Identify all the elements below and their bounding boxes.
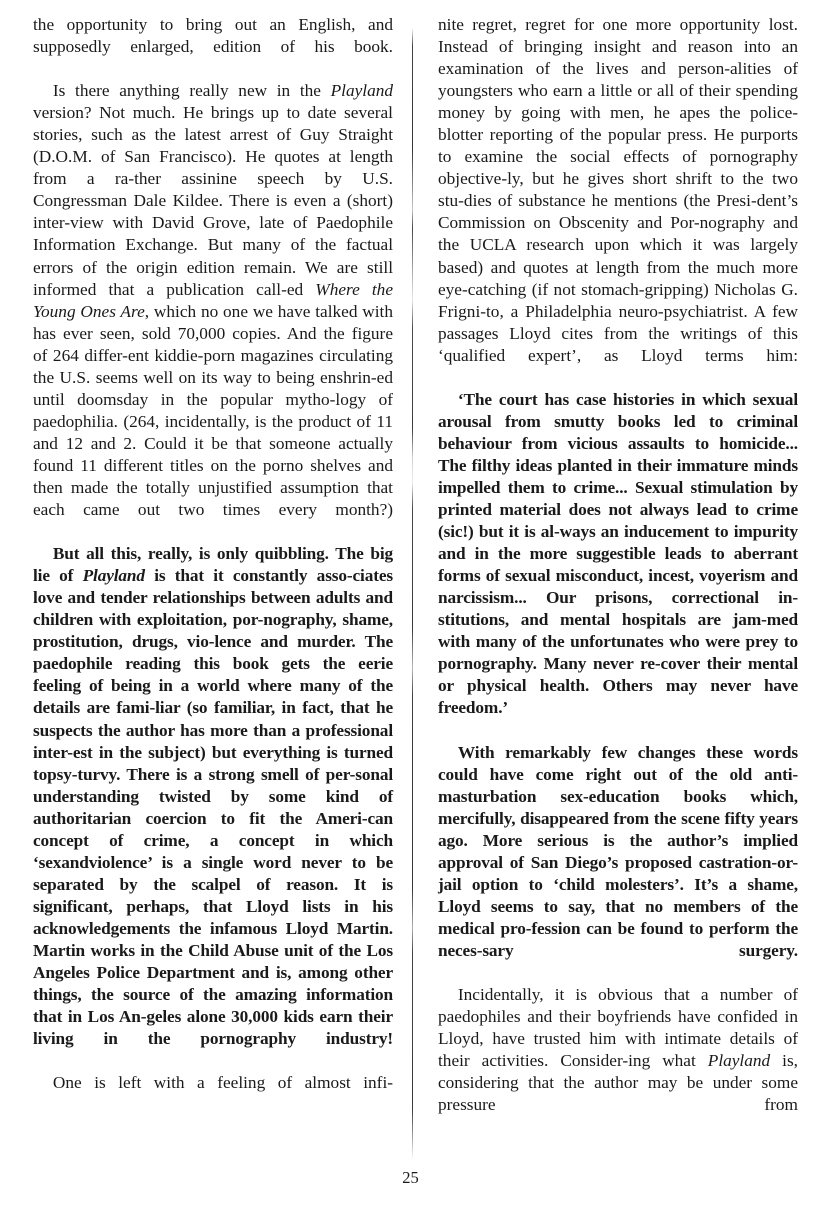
text-run: Incidentally, it is obvious that a number of paedophiles and their boyfriends have confided in Lloyd, have trusted him with intimate details of their activities. Consider-ing what: [438, 985, 798, 1071]
paragraph: [438, 389, 798, 742]
text-run: With remarkably few changes these words could have come right out of the old anti-masturbation sex-education books which, mercifully, disappeared from the scene fifty years ago. More serious is the author’s implied approval of San Diego’s proposed castration-or-jail option to ‘child molesters’. It’s a shame, Lloyd seems to say, that no members of the medical pro-fession can be found to perform the neces-sary surgery.: [438, 742, 798, 960]
text-run: , which no one we have talked with has ever seen, sold 70,000 copies. And the figure of 264 differ-ent kiddie-porn magazines circulating the U.S. seems well on its way to being enshrin-ed until doomsday in the popular mytho-logy of paedophilia. (264, incidentally, is the product of 11 and 12 and 2. Could it be that someone actually found 11 different titles on the porno shelves and then made the totally unjustified assumption that each came out two times every month?): [33, 301, 394, 520]
paragraph: [438, 14, 798, 389]
page-number: 25: [402, 1168, 419, 1187]
italic-title-run: Playland: [330, 81, 393, 101]
text-run: One is left with a feeling of almost infi-: [52, 1073, 393, 1093]
italic-title-run: Playland: [82, 566, 145, 586]
left-text-column: [33, 14, 393, 1116]
column-divider-rule: [412, 28, 413, 1160]
text-run: nite regret, regret for one more opportunity lost. Instead of bringing insight and reason into an examination of the lives and person-alities of youngsters who earn a little or all of their spending money by going with men, he apes the police-blotter reporting of the popular press. He purports to examine the social effects of pornography objective-ly, but he gives short shrift to the two stu-dies of substance he mentions (the Presi-dent’s Commission on Obscenity and Por-nography and the UCLA research upon which it was largely based) and quotes at length from the much more eye-catching (if not stomach-gripping) Nicholas G. Frigni-to, a Philadelphia neuro-psychiatrist. A few passages Lloyd cites from the writings of this ‘qualified expert’, as Lloyd terms him:: [438, 15, 798, 365]
text-run: But all this, really, is only quibbling. The big lie of: [33, 544, 393, 586]
text-run: the opportunity to bring out an English, and supposedly enlarged, edition of his book.: [33, 15, 393, 57]
paragraph: [33, 1072, 393, 1116]
text-run: is, considering that the author may be under some pressure from: [438, 1051, 798, 1115]
paragraph: [33, 543, 393, 1072]
italic-title-run: Playland: [707, 1051, 771, 1071]
text-run: version? Not much. He brings up to date several stories, such as the latest arrest of Guy Straight (D.O.M. of San Francisco). He quotes at length from a ra-ther assinine speech by U.S. Congressman Dale Kildee. There is even a (short) inter-view with David Grove, late of Paedophile Information Exchange. But many of the factual errors of the origin edition remain. We are still informed that a publication call-ed: [33, 103, 393, 299]
italic-title-run: Where the Young Ones Are: [33, 279, 393, 321]
paragraph: [33, 14, 393, 80]
text-run: Is there anything really new in the: [52, 81, 331, 101]
paragraph: [438, 742, 798, 985]
text-run: ‘The court has case histories in which sexual arousal from smutty books led to criminal behaviour from vicious assaults to homicide... The filthy ideas planted in their immature minds impelled them to crime... Sexual stimulation by printed material does not always lead to crime (sic!) but it is al-ways an inducement to impurity and in the more suggestible leads to aberrant forms of sexual misconduct, incest, voyerism and narcissism... Our prisons, correctional in-stitutions, and mental hospitals are jam-med with many of the unfortunates who were prey to pornography. Many never re-cover their mental or physical health. Others may never have freedom.’: [438, 389, 798, 718]
paragraph: [438, 984, 798, 1138]
text-run: is that it constantly asso-ciates love and tender relationships between adults and children with exploitation, por-nography, shame, prostitution, drugs, vio-lence and murder. The paedophile reading this book gets the eerie feeling of being in a world where many of the details are fami-liar (so familiar, in fact, that he suspects the author has more than a professional inter-est in the subject) but everything is turned topsy-turvy. There is a strong smell of per-sonal understanding twisted by some kind of authoritarian coercion to fit the Ameri-can concept of crime, a concept in which ‘sexandviolence’ is a single word never to be separated by the scalpel of reason. It is significant, perhaps, that Lloyd lists in his acknowledgements the infamous Lloyd Martin. Martin works in the Child Abuse unit of the Los Angeles Police Department and is, among other things, the source of the amazing information that in Los An-geles alone 30,000 kids earn their living in the pornography industry!: [33, 566, 394, 1049]
paragraph: [33, 80, 393, 543]
right-text-column: [438, 14, 798, 1138]
